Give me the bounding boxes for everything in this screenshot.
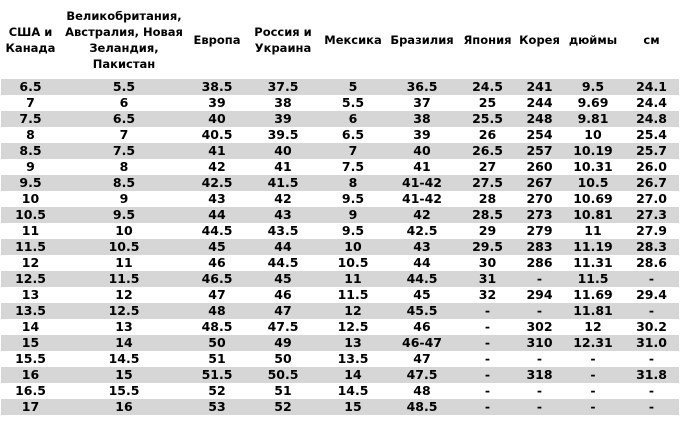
- table-cell-cm: 27.3: [624, 207, 679, 223]
- table-cell-brazil: 42.5: [386, 223, 458, 239]
- table-cell-uk-australia: 10.5: [60, 239, 188, 255]
- table-cell-mexico: 6.5: [320, 127, 386, 143]
- table-cell-inches: 12.31: [562, 335, 624, 351]
- table-cell-europe: 42: [188, 159, 246, 175]
- table-cell-uk-australia: 9: [60, 191, 188, 207]
- table-cell-brazil: 38: [386, 111, 458, 127]
- table-cell-korea: 241: [517, 79, 562, 95]
- table-cell-uk-australia: 15: [60, 367, 188, 383]
- table-cell-brazil: 47: [386, 351, 458, 367]
- table-cell-mexico: 12: [320, 303, 386, 319]
- table-cell-cm: -: [624, 383, 679, 399]
- table-cell-japan: -: [458, 367, 517, 383]
- table-row: [1, 367, 679, 383]
- table-row: [1, 159, 679, 175]
- table-row: [1, 207, 679, 223]
- table-cell-europe: 46.5: [188, 271, 246, 287]
- table-row: [1, 223, 679, 239]
- table-cell-brazil: 43: [386, 239, 458, 255]
- table-cell-inches: 10.5: [562, 175, 624, 191]
- table-cell-usa-canada: 6.5: [1, 79, 60, 95]
- table-cell-mexico: 6: [320, 111, 386, 127]
- table-cell-inches: 10.31: [562, 159, 624, 175]
- table-cell-korea: 318: [517, 367, 562, 383]
- table-cell-uk-australia: 6.5: [60, 111, 188, 127]
- table-cell-cm: 26.7: [624, 175, 679, 191]
- table-cell-japan: -: [458, 399, 517, 415]
- table-cell-russia-ukraine: 43.5: [246, 223, 320, 239]
- table-row: [1, 79, 679, 95]
- table-cell-uk-australia: 15.5: [60, 383, 188, 399]
- table-cell-korea: 286: [517, 255, 562, 271]
- table-cell-mexico: 7.5: [320, 159, 386, 175]
- column-header-uk-australia: Великобритания, Австралия, Новая Зеландия, Пакистан: [60, 0, 188, 79]
- table-cell-usa-canada: 8.5: [1, 143, 60, 159]
- table-cell-japan: -: [458, 335, 517, 351]
- table-cell-cm: 28.3: [624, 239, 679, 255]
- table-cell-mexico: 9: [320, 207, 386, 223]
- table-cell-russia-ukraine: 51: [246, 383, 320, 399]
- table-cell-uk-australia: 5.5: [60, 79, 188, 95]
- table-cell-europe: 38.5: [188, 79, 246, 95]
- table-cell-uk-australia: 14.5: [60, 351, 188, 367]
- table-cell-russia-ukraine: 44: [246, 239, 320, 255]
- table-header: [1, 0, 679, 79]
- table-cell-korea: -: [517, 303, 562, 319]
- table-cell-brazil: 41: [386, 159, 458, 175]
- table-cell-korea: 302: [517, 319, 562, 335]
- table-cell-brazil: 37: [386, 95, 458, 111]
- table-cell-mexico: 13.5: [320, 351, 386, 367]
- table-row: [1, 239, 679, 255]
- table-cell-inches: 11.69: [562, 287, 624, 303]
- table-cell-europe: 48: [188, 303, 246, 319]
- column-header-russia-ukraine: Россия и Украина: [246, 0, 320, 79]
- table-cell-europe: 52: [188, 383, 246, 399]
- table-row: [1, 399, 679, 415]
- table-cell-russia-ukraine: 50.5: [246, 367, 320, 383]
- table-cell-brazil: 46: [386, 319, 458, 335]
- table-cell-russia-ukraine: 50: [246, 351, 320, 367]
- table-cell-inches: -: [562, 399, 624, 415]
- table-cell-brazil: 42: [386, 207, 458, 223]
- table-cell-korea: 254: [517, 127, 562, 143]
- table-cell-usa-canada: 12: [1, 255, 60, 271]
- table-cell-japan: 31: [458, 271, 517, 287]
- table-cell-mexico: 9.5: [320, 223, 386, 239]
- table-cell-brazil: 41-42: [386, 191, 458, 207]
- column-header-japan: Япония: [458, 0, 517, 79]
- table-cell-uk-australia: 6: [60, 95, 188, 111]
- table-row: [1, 175, 679, 191]
- table-cell-japan: 29: [458, 223, 517, 239]
- table-cell-russia-ukraine: 41: [246, 159, 320, 175]
- table-cell-brazil: 47.5: [386, 367, 458, 383]
- table-cell-cm: 30.2: [624, 319, 679, 335]
- table-cell-korea: 283: [517, 239, 562, 255]
- table-cell-europe: 41: [188, 143, 246, 159]
- table-cell-japan: 24.5: [458, 79, 517, 95]
- table-cell-uk-australia: 7: [60, 127, 188, 143]
- table-cell-inches: 9.81: [562, 111, 624, 127]
- table-cell-europe: 44.5: [188, 223, 246, 239]
- table-cell-europe: 40.5: [188, 127, 246, 143]
- table-cell-korea: -: [517, 271, 562, 287]
- table-cell-mexico: 10: [320, 239, 386, 255]
- table-cell-cm: 24.8: [624, 111, 679, 127]
- table-cell-korea: 310: [517, 335, 562, 351]
- table-cell-japan: 32: [458, 287, 517, 303]
- table-cell-korea: 260: [517, 159, 562, 175]
- table-cell-brazil: 46-47: [386, 335, 458, 351]
- table-cell-inches: 11.19: [562, 239, 624, 255]
- table-cell-inches: 10.19: [562, 143, 624, 159]
- table-cell-inches: 11.81: [562, 303, 624, 319]
- table-cell-inches: -: [562, 367, 624, 383]
- column-header-cm: см: [624, 0, 679, 79]
- table-cell-inches: 9.5: [562, 79, 624, 95]
- table-cell-cm: -: [624, 271, 679, 287]
- column-header-europe: Европа: [188, 0, 246, 79]
- table-cell-inches: 10.69: [562, 191, 624, 207]
- table-cell-japan: 28: [458, 191, 517, 207]
- table-cell-korea: 248: [517, 111, 562, 127]
- column-header-inches: дюймы: [562, 0, 624, 79]
- table-cell-mexico: 11.5: [320, 287, 386, 303]
- table-cell-inches: 9.69: [562, 95, 624, 111]
- table-cell-uk-australia: 11: [60, 255, 188, 271]
- table-cell-mexico: 11: [320, 271, 386, 287]
- table-body: [1, 79, 679, 415]
- table-cell-korea: 273: [517, 207, 562, 223]
- table-cell-brazil: 40: [386, 143, 458, 159]
- table-cell-uk-australia: 10: [60, 223, 188, 239]
- table-row: [1, 287, 679, 303]
- table-cell-cm: 24.1: [624, 79, 679, 95]
- table-row: [1, 303, 679, 319]
- table-cell-japan: 27.5: [458, 175, 517, 191]
- table-cell-mexico: 5.5: [320, 95, 386, 111]
- table-cell-inches: 11: [562, 223, 624, 239]
- table-row: [1, 383, 679, 399]
- table-cell-korea: -: [517, 383, 562, 399]
- table-cell-europe: 48.5: [188, 319, 246, 335]
- table-cell-usa-canada: 11: [1, 223, 60, 239]
- table-cell-mexico: 10.5: [320, 255, 386, 271]
- column-header-brazil: Бразилия: [386, 0, 458, 79]
- table-cell-inches: -: [562, 351, 624, 367]
- column-header-mexico: Мексика: [320, 0, 386, 79]
- table-cell-brazil: 45.5: [386, 303, 458, 319]
- table-cell-mexico: 12.5: [320, 319, 386, 335]
- table-cell-uk-australia: 11.5: [60, 271, 188, 287]
- table-cell-mexico: 5: [320, 79, 386, 95]
- table-cell-usa-canada: 12.5: [1, 271, 60, 287]
- table-cell-usa-canada: 9.5: [1, 175, 60, 191]
- table-cell-usa-canada: 17: [1, 399, 60, 415]
- table-cell-europe: 45: [188, 239, 246, 255]
- table-row: [1, 335, 679, 351]
- table-cell-usa-canada: 10.5: [1, 207, 60, 223]
- table-cell-brazil: 45: [386, 287, 458, 303]
- table-cell-russia-ukraine: 45: [246, 271, 320, 287]
- table-cell-europe: 40: [188, 111, 246, 127]
- column-header-korea: Корея: [517, 0, 562, 79]
- table-cell-japan: -: [458, 383, 517, 399]
- table-cell-japan: -: [458, 319, 517, 335]
- table-cell-cm: 24.4: [624, 95, 679, 111]
- table-cell-inches: 12: [562, 319, 624, 335]
- table-cell-russia-ukraine: 44.5: [246, 255, 320, 271]
- table-cell-usa-canada: 16: [1, 367, 60, 383]
- table-cell-japan: 29.5: [458, 239, 517, 255]
- table-cell-cm: -: [624, 351, 679, 367]
- table-cell-cm: 25.4: [624, 127, 679, 143]
- table-cell-brazil: 48: [386, 383, 458, 399]
- table-cell-uk-australia: 8: [60, 159, 188, 175]
- table-cell-mexico: 9.5: [320, 191, 386, 207]
- table-cell-usa-canada: 14: [1, 319, 60, 335]
- table-cell-korea: 294: [517, 287, 562, 303]
- table-row: [1, 271, 679, 287]
- table-cell-uk-australia: 7.5: [60, 143, 188, 159]
- table-cell-brazil: 48.5: [386, 399, 458, 415]
- table-cell-usa-canada: 13: [1, 287, 60, 303]
- shoe-size-table: [1, 0, 679, 415]
- table-row: [1, 319, 679, 335]
- table-cell-russia-ukraine: 42: [246, 191, 320, 207]
- table-cell-russia-ukraine: 39: [246, 111, 320, 127]
- table-cell-usa-canada: 10: [1, 191, 60, 207]
- table-cell-cm: 26.0: [624, 159, 679, 175]
- table-cell-usa-canada: 9: [1, 159, 60, 175]
- table-cell-japan: 30: [458, 255, 517, 271]
- table-row: [1, 351, 679, 367]
- table-cell-inches: 11.5: [562, 271, 624, 287]
- table-cell-inches: 10.81: [562, 207, 624, 223]
- table-cell-cm: 31.0: [624, 335, 679, 351]
- table-cell-uk-australia: 9.5: [60, 207, 188, 223]
- table-cell-cm: 31.8: [624, 367, 679, 383]
- table-row: [1, 127, 679, 143]
- table-cell-brazil: 36.5: [386, 79, 458, 95]
- table-cell-uk-australia: 13: [60, 319, 188, 335]
- table-cell-europe: 42.5: [188, 175, 246, 191]
- table-cell-korea: 279: [517, 223, 562, 239]
- table-cell-japan: 28.5: [458, 207, 517, 223]
- table-row: [1, 143, 679, 159]
- table-cell-japan: 26.5: [458, 143, 517, 159]
- column-header-usa-canada: США и Канада: [1, 0, 60, 79]
- table-cell-europe: 50: [188, 335, 246, 351]
- table-cell-russia-ukraine: 43: [246, 207, 320, 223]
- table-cell-russia-ukraine: 47.5: [246, 319, 320, 335]
- table-cell-mexico: 14.5: [320, 383, 386, 399]
- table-cell-cm: 27.0: [624, 191, 679, 207]
- table-cell-brazil: 39: [386, 127, 458, 143]
- table-cell-russia-ukraine: 38: [246, 95, 320, 111]
- table-cell-korea: -: [517, 351, 562, 367]
- table-cell-russia-ukraine: 39.5: [246, 127, 320, 143]
- table-cell-japan: 27: [458, 159, 517, 175]
- table-cell-russia-ukraine: 41.5: [246, 175, 320, 191]
- table-cell-mexico: 7: [320, 143, 386, 159]
- table-cell-russia-ukraine: 49: [246, 335, 320, 351]
- table-cell-europe: 47: [188, 287, 246, 303]
- table-cell-korea: -: [517, 399, 562, 415]
- table-cell-russia-ukraine: 47: [246, 303, 320, 319]
- table-cell-japan: 25.5: [458, 111, 517, 127]
- table-cell-uk-australia: 14: [60, 335, 188, 351]
- table-cell-europe: 53: [188, 399, 246, 415]
- table-cell-usa-canada: 7.5: [1, 111, 60, 127]
- table-cell-usa-canada: 15.5: [1, 351, 60, 367]
- table-cell-europe: 51: [188, 351, 246, 367]
- table-cell-usa-canada: 15: [1, 335, 60, 351]
- table-cell-usa-canada: 7: [1, 95, 60, 111]
- table-cell-brazil: 41-42: [386, 175, 458, 191]
- table-cell-korea: 257: [517, 143, 562, 159]
- header-row: [1, 0, 679, 79]
- table-cell-mexico: 15: [320, 399, 386, 415]
- table-cell-usa-canada: 13.5: [1, 303, 60, 319]
- table-cell-usa-canada: 16.5: [1, 383, 60, 399]
- table-cell-uk-australia: 8.5: [60, 175, 188, 191]
- table-cell-europe: 46: [188, 255, 246, 271]
- table-cell-uk-australia: 16: [60, 399, 188, 415]
- table-cell-mexico: 13: [320, 335, 386, 351]
- table-cell-korea: 244: [517, 95, 562, 111]
- table-cell-japan: 26: [458, 127, 517, 143]
- table-cell-korea: 270: [517, 191, 562, 207]
- table-cell-inches: -: [562, 383, 624, 399]
- table-cell-usa-canada: 11.5: [1, 239, 60, 255]
- table-cell-cm: 28.6: [624, 255, 679, 271]
- table-cell-brazil: 44: [386, 255, 458, 271]
- table-cell-russia-ukraine: 52: [246, 399, 320, 415]
- table-cell-inches: 11.31: [562, 255, 624, 271]
- table-cell-korea: 267: [517, 175, 562, 191]
- table-cell-japan: -: [458, 351, 517, 367]
- table-cell-russia-ukraine: 46: [246, 287, 320, 303]
- table-cell-cm: 29.4: [624, 287, 679, 303]
- table-row: [1, 95, 679, 111]
- table-cell-japan: 25: [458, 95, 517, 111]
- table-cell-usa-canada: 8: [1, 127, 60, 143]
- table-cell-brazil: 44.5: [386, 271, 458, 287]
- table-cell-russia-ukraine: 37.5: [246, 79, 320, 95]
- table-row: [1, 191, 679, 207]
- table-cell-europe: 44: [188, 207, 246, 223]
- table-cell-cm: -: [624, 303, 679, 319]
- table-cell-uk-australia: 12: [60, 287, 188, 303]
- table-cell-inches: 10: [562, 127, 624, 143]
- table-cell-europe: 39: [188, 95, 246, 111]
- table-cell-mexico: 14: [320, 367, 386, 383]
- table-cell-cm: -: [624, 399, 679, 415]
- table-row: [1, 111, 679, 127]
- table-cell-cm: 25.7: [624, 143, 679, 159]
- table-cell-japan: -: [458, 303, 517, 319]
- table-row: [1, 255, 679, 271]
- table-cell-cm: 27.9: [624, 223, 679, 239]
- table-cell-russia-ukraine: 40: [246, 143, 320, 159]
- table-cell-uk-australia: 12.5: [60, 303, 188, 319]
- table-cell-europe: 43: [188, 191, 246, 207]
- table-cell-europe: 51.5: [188, 367, 246, 383]
- table-cell-mexico: 8: [320, 175, 386, 191]
